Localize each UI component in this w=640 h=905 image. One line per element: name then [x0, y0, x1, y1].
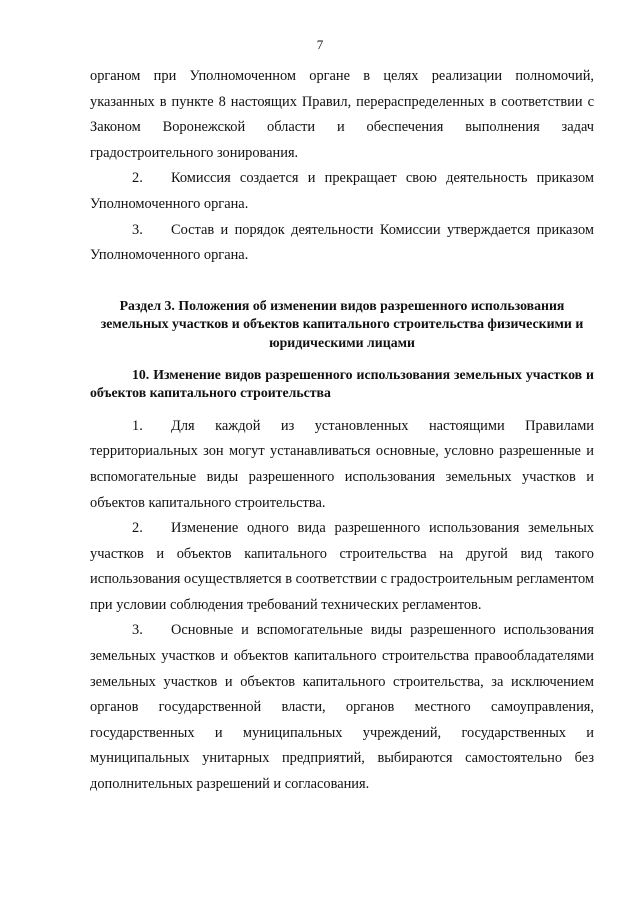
list-item: [90, 516, 594, 618]
item-number: 1.: [132, 417, 143, 434]
page-number: 7: [316, 37, 324, 52]
item-number: 3.: [132, 221, 143, 238]
document-body: [90, 64, 594, 798]
item-text: Для каждой из установленных настоящими Правилами территориальных зон могут устанавливаться основные, условно разрешенные и вспомогательные виды разрешенного использования земельных участков и объектов капитального строительства.: [90, 417, 594, 511]
list-item: [90, 414, 594, 516]
item-number: 3.: [132, 622, 143, 639]
list-item: [90, 166, 594, 217]
item-text: Состав и порядок деятельности Комиссии утверждается приказом Уполномоченного органа.: [90, 221, 594, 264]
item-text: Комиссия создается и прекращает свою деятельность приказом Уполномоченного органа.: [90, 170, 594, 212]
list-item: [90, 618, 594, 797]
item-number: 2.: [132, 170, 143, 187]
item-text: Основные и вспомогательные виды разрешенного использования земельных участков и объектов капитального строительства правообладателями земельных участков и объектов капитального строительства, за исключением органов государственной власти, органов местного самоуправления, государственных и муниципальных учреждений, государственных и муниципальных унитарных предприятий, выбираются самостоятельно без дополнительных разрешений и согласования.: [90, 622, 594, 793]
list-item: [90, 218, 594, 269]
section-title: Раздел 3. Положения об изменении видов разрешенного использования земельных участков и объектов капитального строительства физическими и юридическими лицами: [100, 297, 584, 350]
item-number: 2.: [132, 520, 143, 537]
intro-paragraph: органом при Уполномоченном органе в целях реализации полномочий, указанных в пункте 8 настоящих Правил, перераспределенных в соответствии с Законом Воронежской области и обеспечения выполнения задач градостроительного зонирования.: [90, 68, 594, 161]
article-title: 10. Изменение видов разрешенного использования земельных участков и объектов капитального строительства: [90, 366, 594, 401]
item-text: Изменение одного вида разрешенного использования земельных участков и объектов капитального строительства на другой вид такого использования осуществляется в соответствии с градостроительным регламентом при условии соблюдения требований технических регламентов.: [90, 520, 594, 613]
